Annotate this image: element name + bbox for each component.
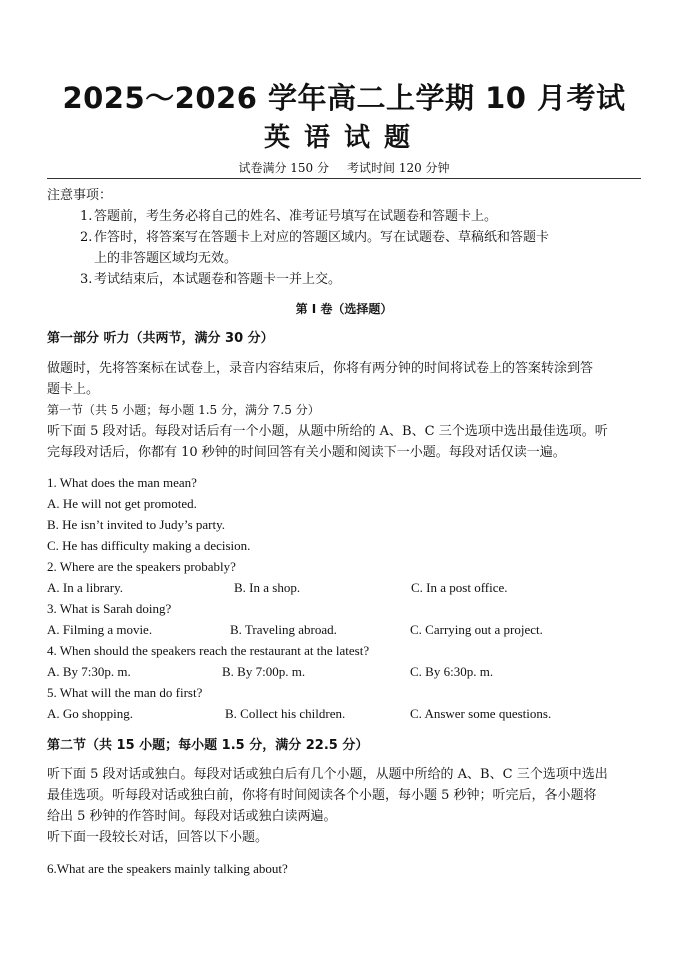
section2-instructions: 听下面 5 段对话或独白。每段对话或独白后有几个小题，从题中所给的 A、B、C 三个选项中选出 最佳选项。听每段对话或独白前，你将有时间阅读各个小题，每小题 5 秒钟；听完后，各小题将 给出 5 秒钟的作答时间。每段对话或独白读两遍。 听下面一段较长对话，回答以下小题。 — [47, 767, 608, 845]
question-3-option-b[interactable]: B. Traveling abroad. — [230, 622, 337, 637]
header-divider — [47, 178, 641, 179]
question-1: 1. What does the man mean? — [47, 475, 197, 490]
question-1-option-a[interactable]: A. He will not get promoted. — [47, 496, 197, 511]
section1-instructions: 听下面 5 段对话。每段对话后有一个小题，从题中所给的 A、B、C 三个选项中选出最佳选项。听 完每段对话后，你都有 10 秒钟的时间回答有关小题和阅读下一小题。每段对话仅读一遍。 — [47, 424, 608, 460]
exam-subtitle: 英语试题 — [263, 123, 424, 153]
part1-intro: 做题时，先将答案标在试卷上，录音内容结束后，你将有两分钟的时间将试卷上的答案转涂到答 题卡上。 — [47, 361, 594, 397]
question-3: 3. What is Sarah doing? — [47, 601, 172, 616]
notice-item-2: 2. 作答时，将答案写在答题卡上对应的答题区域内。写在试题卷、草稿纸和答题卡 — [80, 230, 550, 245]
question-2-option-a[interactable]: A. In a library. — [47, 580, 124, 595]
question-2: 2. Where are the speakers probably? — [47, 559, 236, 574]
notice-heading: 注意事项： — [47, 188, 113, 203]
question-2-option-c[interactable]: C. In a post office. — [411, 580, 508, 595]
notice-item-2-cont: 上的非答题区域均无效。 — [94, 251, 238, 266]
exam-title: 2025～2026 学年高二上学期 10 月考试 — [62, 81, 626, 115]
notice-item-1: 1. 答题前，考生务必将自己的姓名、准考证号填写在试题卷和答题卡上。 — [80, 209, 498, 224]
question-5-option-b[interactable]: B. Collect his children. — [225, 706, 346, 721]
volume-title: 第 I 卷（选择题） — [295, 302, 393, 316]
section2-heading: 第二节（共 15 小题；每小题 1.5 分，满分 22.5 分） — [47, 738, 369, 753]
question-4: 4. When should the speakers reach the restaurant at the latest? — [47, 643, 370, 658]
full-score: 试卷满分 150 分 — [238, 161, 329, 175]
question-1-option-c[interactable]: C. He has difficulty making a decision. — [47, 538, 251, 553]
question-3-option-a[interactable]: A. Filming a movie. — [47, 622, 153, 637]
question-3-option-c[interactable]: C. Carrying out a project. — [410, 622, 543, 637]
question-6: 6.What are the speakers mainly talking about? — [47, 861, 288, 876]
question-5: 5. What will the man do first? — [47, 685, 203, 700]
question-4-option-a[interactable]: A. By 7:30p. m. — [47, 664, 131, 679]
exam-time: 考试时间 120 分钟 — [347, 161, 450, 175]
section1-heading: 第一节（共 5 小题；每小题 1.5 分，满分 7.5 分） — [47, 403, 320, 417]
question-5-option-c[interactable]: C. Answer some questions. — [410, 706, 552, 721]
question-2-option-b[interactable]: B. In a shop. — [234, 580, 301, 595]
question-5-option-a[interactable]: A. Go shopping. — [47, 706, 133, 721]
question-4-option-b[interactable]: B. By 7:00p. m. — [222, 664, 306, 679]
question-1-option-b[interactable]: B. He isn’t invited to Judy’s party. — [47, 517, 226, 532]
notice-item-3: 3. 考试结束后，本试题卷和答题卡一并上交。 — [80, 272, 342, 287]
part1-heading: 第一部分 听力（共两节，满分 30 分） — [47, 331, 274, 346]
question-4-option-c[interactable]: C. By 6:30p. m. — [410, 664, 494, 679]
exam-meta — [0, 159, 688, 176]
